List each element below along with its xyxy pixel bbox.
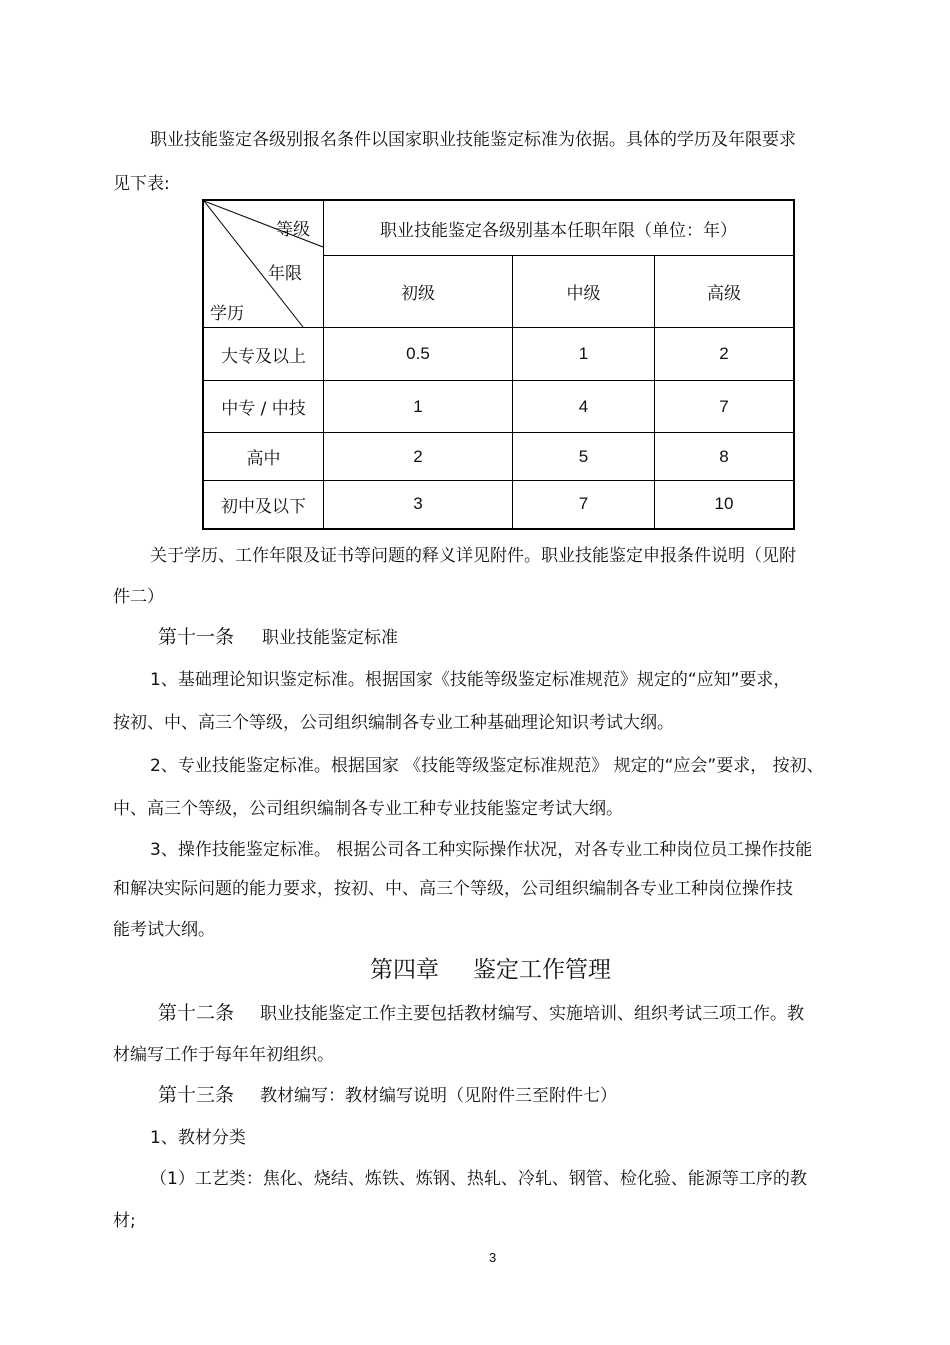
note-line-1: 关于学历、工作年限及证书等问题的释义详见附件。职业技能鉴定申报条件说明（见附: [150, 546, 796, 566]
article-13-text: 教材编写：教材编写说明（见附件三至附件七）: [260, 1086, 618, 1106]
article-12-line-1: [158, 1001, 804, 1026]
corner-label-level: 等级: [276, 220, 310, 240]
table-row: [203, 433, 794, 481]
corner-label-years: 年限: [268, 264, 302, 284]
article-11-item-1-line-2: 按初、中、高三个等级，公司组织编制各专业工种基础理论知识考试大纲。: [113, 713, 674, 733]
value-cell: 7: [655, 381, 795, 433]
value-cell: 2: [324, 433, 513, 481]
level-header-senior: 高级: [655, 256, 795, 328]
article-13-subheading: 1、教材分类: [150, 1128, 246, 1148]
article-11-item-2-line-2: 中、高三个等级，公司组织编制各专业工种专业技能鉴定考试大纲。: [113, 799, 623, 819]
article-11-item-3-line-2: 和解决实际问题的能力要求，按初、中、高三个等级，公司组织编制各专业工种岗位操作技: [113, 879, 793, 899]
article-13-label: 第十三条: [158, 1084, 235, 1106]
value-cell: 2: [655, 328, 795, 381]
article-11-title: 职业技能鉴定标准: [262, 628, 399, 648]
value-cell: 1: [513, 328, 655, 381]
value-cell: 3: [324, 481, 513, 529]
table-corner-cell: [203, 200, 324, 328]
table-row: [203, 381, 794, 433]
chapter-4-heading: [370, 955, 611, 985]
intro-line-2: 见下表:: [113, 174, 170, 194]
value-cell: 5: [513, 433, 655, 481]
note-line-2: 件二）: [113, 587, 164, 607]
page-number: 3: [489, 1250, 497, 1265]
article-12-label: 第十二条: [158, 1002, 235, 1024]
value-cell: 10: [655, 481, 795, 529]
table-row: [203, 481, 794, 529]
value-cell: 1: [324, 381, 513, 433]
chapter-4-title: 鉴定工作管理: [473, 957, 611, 983]
value-cell: 4: [513, 381, 655, 433]
edu-cell: 高中: [203, 433, 324, 481]
value-cell: 7: [513, 481, 655, 529]
value-cell: 8: [655, 433, 795, 481]
corner-label-education: 学历: [210, 304, 244, 324]
article-11-item-1-line-1: 1、基础理论知识鉴定标准。根据国家《技能等级鉴定标准规范》规定的“应知”要求，: [150, 670, 791, 690]
level-header-junior: 初级: [324, 256, 513, 328]
article-11-item-2-line-1: 2、专业技能鉴定标准。根据国家 《技能等级鉴定标准规范》 规定的“应会”要求， 按初、: [150, 756, 824, 776]
article-11-heading: [158, 625, 398, 650]
qualification-table: [202, 199, 795, 530]
article-11-label: 第十一条: [158, 626, 235, 648]
value-cell: 0.5: [324, 328, 513, 381]
level-header-middle: 中级: [513, 256, 655, 328]
span-header: 职业技能鉴定各级别基本任职年限（单位：年）: [324, 200, 795, 256]
article-11-item-3-line-1: 3、操作技能鉴定标准。 根据公司各工种实际操作状况，对各专业工种岗位员工操作技能: [150, 840, 813, 860]
article-13-item-1-line-2: 材;: [113, 1211, 136, 1231]
article-13-item-1-line-1: （1）工艺类：焦化、烧结、炼铁、炼钢、热轧、冷轧、钢管、检化验、能源等工序的教: [150, 1169, 807, 1189]
edu-cell: 中专 / 中技: [203, 381, 324, 433]
article-13-line-1: [158, 1083, 617, 1108]
article-11-item-3-line-3: 能考试大纲。: [113, 920, 215, 940]
article-12-line-2: 材编写工作于每年年初组织。: [113, 1045, 334, 1065]
table-row: [203, 328, 794, 381]
edu-cell: 初中及以下: [203, 481, 324, 529]
chapter-4-label: 第四章: [370, 957, 439, 983]
edu-cell: 大专及以上: [203, 328, 324, 381]
intro-line-1: 职业技能鉴定各级别报名条件以国家职业技能鉴定标准为依据。具体的学历及年限要求: [150, 130, 796, 150]
article-12-text: 职业技能鉴定工作主要包括教材编写、实施培训、组织考试三项工作。教: [260, 1004, 805, 1024]
